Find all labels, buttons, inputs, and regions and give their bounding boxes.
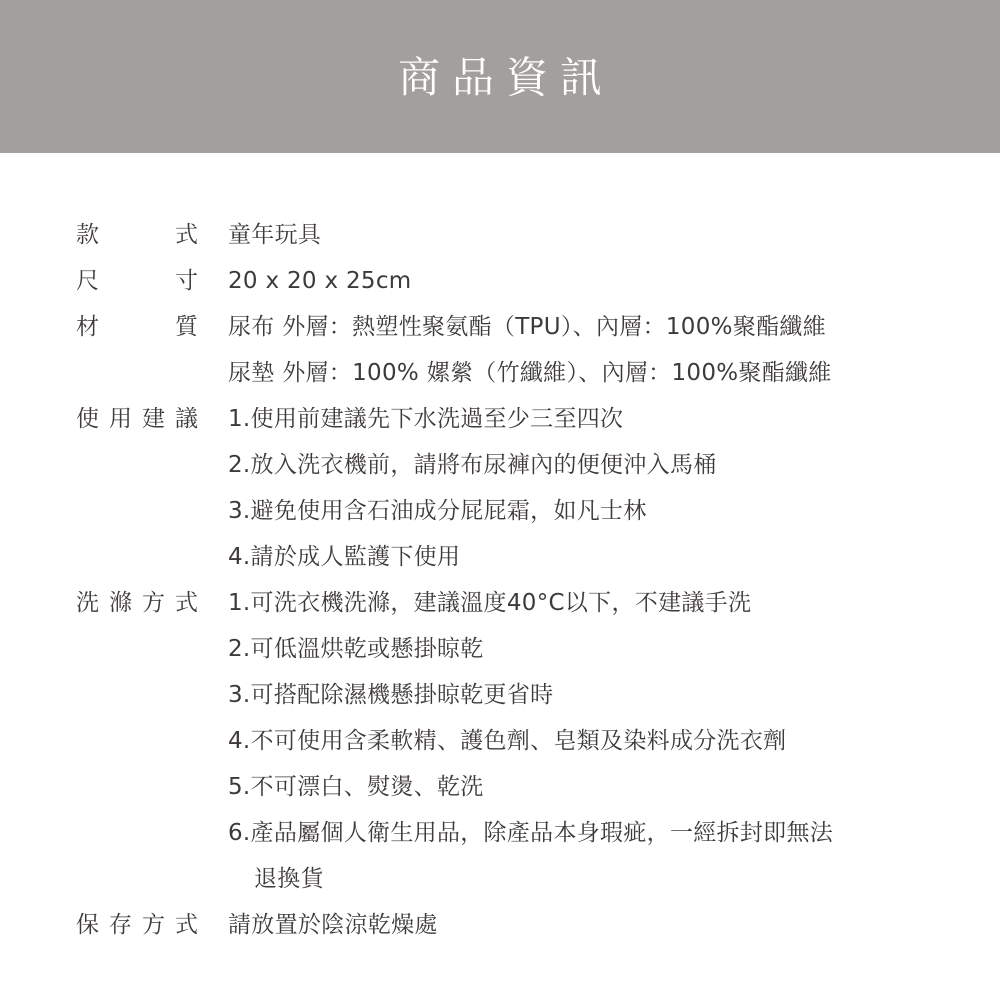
spec-label: 材質 [76, 314, 198, 340]
spec-value-line: 4.請於成人監護下使用 [228, 544, 461, 570]
spec-value-line: 20 x 20 x 25cm [228, 268, 412, 294]
spec-value-line: 尿布 外層：熱塑性聚氨酯（TPU）、內層：100%聚酯纖維 [228, 314, 827, 340]
spec-values [228, 304, 956, 396]
spec-values [228, 212, 956, 258]
spec-value-line: 1.使用前建議先下水洗過至少三至四次 [228, 406, 624, 432]
spec-value-line: 3.可搭配除濕機懸掛晾乾更省時 [228, 682, 554, 708]
spec-label: 使用建議 [76, 406, 198, 432]
spec-label: 款式 [76, 222, 198, 248]
spec-values [228, 258, 956, 304]
spec-row-storage [76, 902, 956, 948]
spec-value-line: 2.放入洗衣機前，請將布尿褲內的便便沖入馬桶 [228, 452, 717, 478]
spec-values [228, 580, 956, 902]
spec-values [228, 396, 956, 580]
spec-value-line: 4.不可使用含柔軟精、護色劑、皂類及染料成分洗衣劑 [228, 728, 787, 754]
spec-label: 尺寸 [76, 268, 198, 294]
spec-value-line: 請放置於陰涼乾燥處 [228, 912, 438, 938]
spec-row-style [76, 212, 956, 258]
spec-value-line: 2.可低溫烘乾或懸掛晾乾 [228, 636, 484, 662]
spec-value-line: 3.避免使用含石油成分屁屁霜，如凡士林 [228, 498, 647, 524]
spec-value-line: 6.產品屬個人衛生用品，除產品本身瑕疵，一經拆封即無法 [228, 820, 834, 846]
spec-value-line: 退換貨 [254, 866, 324, 892]
spec-value-line: 1.可洗衣機洗滌，建議溫度40°C以下，不建議手洗 [228, 590, 752, 616]
spec-value-line: 5.不可漂白、熨燙、乾洗 [228, 774, 484, 800]
product-spec-table [76, 212, 956, 948]
spec-row-washing [76, 580, 956, 902]
page-title: 商品資訊 [397, 52, 614, 102]
spec-value-line: 尿墊 外層：100% 嫘縈（竹纖維）、內層：100%聚酯纖維 [228, 360, 832, 386]
header-banner [0, 0, 1000, 153]
spec-values [228, 902, 956, 948]
spec-label: 洗滌方式 [76, 590, 198, 616]
spec-value-line: 童年玩具 [228, 222, 322, 248]
spec-row-size [76, 258, 956, 304]
spec-label: 保存方式 [76, 912, 198, 938]
spec-row-material [76, 304, 956, 396]
spec-row-usage-advice [76, 396, 956, 580]
